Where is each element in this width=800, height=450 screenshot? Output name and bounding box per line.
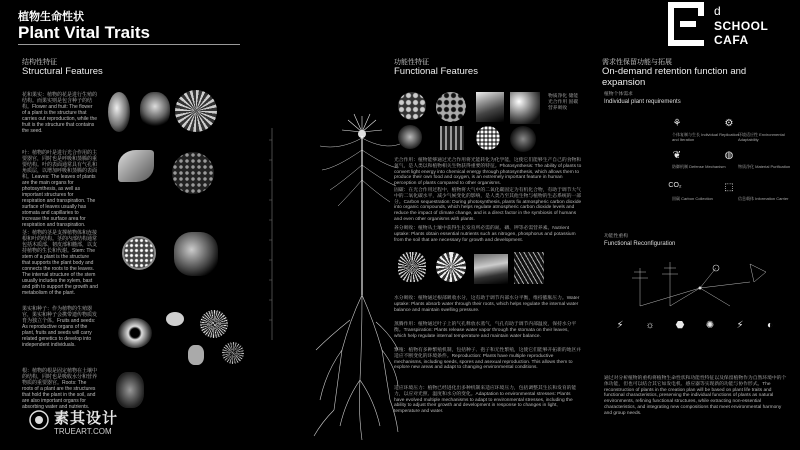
icon-label-purification: 物质净化 Material Purification: [738, 164, 791, 169]
structural-para-roots: 根：植物的根是固定植物在土壤中的结构，同时也是吸收水分和营养物质的重要器官。Roots: The roots of a plant are the structures that hold the plant in the soil, and are also important organs for absorbing water and nutrients.: [22, 368, 98, 410]
functional-para-adaptation: 适应环境压力：植物已经进化出多种机制来适应环境压力，包括调整其生长和发育的能力，以应对光照、温度和水分的变化。Adaptation to environmental stresses: Plants have evolved multiple mechanisms to adapt to environmental stresses, including the ability to adjust their growth and development in response to changes in light, temperature and water.: [394, 386, 577, 415]
root-photo: [116, 372, 144, 408]
lightning-icon: ⚡: [616, 320, 624, 331]
functional-side-labels: 物质净化 储能 光合作用 固碳 营养吸收: [548, 94, 579, 111]
flower-photo: [108, 92, 130, 132]
structural-para-flower: 花和果实：植物的花是进行生殖的结构。而果实则是包含种子的结构。Flower and fruit: The flower of a plant is the structure that carries out reproduction, while the fruit is the structure that contains the seed.: [22, 92, 98, 134]
succulent-photo: [175, 90, 217, 132]
functional-para-nutrient: 养分吸收：植物从土壤中获得生长发育所必需的氮、磷、钾等必需营养素。Nutrient uptake: Plants obtain essential nutrients such as nitrogen, phosphorus and potassium from the soil that are necessary for growth and development.: [394, 226, 576, 243]
bark-photo: [440, 126, 464, 150]
watermark-cn: 素其设计: [54, 410, 119, 427]
icon-label-carbon: 固碳 Carbon Collection: [672, 196, 713, 201]
info-icon: ⬚: [724, 182, 734, 193]
structural-para-stem: 茎：植物的茎是支撑植物体和连接根和叶的结构。茎的内部结构通常包括木质部、韧皮部和髓部，以支持植物的生长和代谢。Stem: The stem of a plant is the structure that supports the plant body and connects the roots to the leaves. The internal structure of the stem usually includes the xylem, bast and pith to support the growth and metabolism of the plant.: [22, 230, 98, 296]
reconfiguration-diagram: [620, 258, 780, 318]
sun-icon: ☼: [645, 320, 655, 331]
icon-label-replication: 个体复制与生长 Individual Replication and Iteration: [672, 132, 739, 142]
logo-cafa: CAFA: [714, 33, 749, 47]
school-logo: [668, 2, 788, 62]
leaf-pattern-photo: [172, 152, 214, 194]
purification-photo: [398, 92, 426, 120]
stem-section-photo: [122, 236, 156, 270]
power-icon: ⚡: [736, 320, 744, 331]
seed-photo: [166, 312, 184, 326]
icon-label-information: 信息载体 Information Carrier: [738, 196, 789, 201]
retention-title: On-demand retention function and expansion: [602, 66, 747, 88]
pod-photo: [188, 345, 204, 365]
sunlight-leaf-photo: [510, 92, 540, 124]
root-system: [314, 295, 398, 440]
retention-para: 通过对分析植物的重构将植物生命性状和功能性特征以及保留植物作为自然环境中的个体功能，但也可以结合其它如发电机、感应器等实现新的功能与协作形式。The reconstruction of plants in the creation plan will be based on plant life traits and functional characteristics, preserving the individual functions of plants as natural environments, refining functional structures, while extracting non-essential characteristics, and integrating new compositions that meet environmental harmony and group needs.: [604, 376, 787, 416]
spark-icon: ✺: [705, 320, 715, 331]
structural-para-leaves: 叶：植物的叶是进行光合作用的主要器官，同时也是呼吸和蒸腾的重要结构。叶的表面通常具有气孔和角质层，以增加呼吸和蒸腾的表面积。Leaves: The leaves of plants are the main organs for photosynthesis, as well as important structures for respiration and transpiration. The surface of leaves usually has stomata and capillaries to increase the surface area for respiration and transpiration.: [22, 150, 98, 228]
gear-icon: ⚙: [724, 118, 734, 129]
module-icon: ⬣: [675, 320, 685, 331]
icon-label-defense: 防御机制 Defense Mechanism: [672, 164, 726, 169]
leaves-branches: [320, 138, 400, 206]
sea-urchin-photo: [200, 310, 228, 338]
tree-icon: ⚘: [672, 118, 682, 129]
flower-cluster-photo: [174, 232, 218, 276]
header-divider: [18, 44, 240, 45]
moon-icon: ◐: [766, 320, 774, 331]
leaf-photo: [118, 150, 154, 182]
functional-title: Functional Features: [394, 66, 478, 77]
pine-photo: [514, 252, 544, 284]
structural-para-fruit: 果实和种子：作为植物的生殖器官，果实和种子会携带遗传物质发育为独立个体。Fruits and seeds: As reproductive organs of the plant, fruits and seeds will carry related genetics to develop into independent individuals.: [22, 306, 98, 348]
nutrient-photo: [510, 126, 536, 152]
lotus-seed-photo: [436, 92, 466, 122]
watermark-en: TRUEART.COM: [54, 427, 112, 436]
spiral-leaf-photo: [436, 252, 466, 282]
plant-anatomy-diagram: [250, 110, 400, 445]
mountain-photo: [474, 254, 508, 284]
leaf-icon: ❦: [672, 150, 682, 161]
algae-photo: [398, 125, 422, 149]
reconfig-title-cn: 功能性重构: [604, 234, 628, 239]
watermark-logo-icon: [28, 409, 50, 431]
fruit-photo: [118, 318, 152, 348]
logo-mark-icon: [668, 2, 708, 46]
individual-title: Individual plant requirements: [604, 99, 681, 105]
functional-title-cn: 功能性特征: [394, 59, 429, 66]
purify-icon: ◍: [724, 150, 734, 161]
page-title: Plant Vital Traits: [18, 23, 150, 42]
page-title-cn: 植物生命性状: [18, 11, 84, 23]
thistle-photo: [222, 342, 244, 364]
watermark: [28, 405, 138, 445]
individual-title-cn: 植物个体需求: [604, 92, 633, 97]
carbon-photo: [476, 126, 500, 150]
functional-para-transpiration: 蒸腾作用：植物通过叶子上的气孔释放水蒸气，气孔有助于调节内部温度，保持水分平衡。Transpiration: Plants release water vapor through the stomata on their leaves, which help regulate internal temperature and maintain water balance.: [394, 322, 577, 339]
logo-d: d: [714, 4, 721, 18]
structural-title: Structural Features: [22, 66, 103, 77]
bud-photo: [140, 92, 170, 128]
icon-label-adaptability: 环境适应性 Environmental Adaptability: [738, 132, 785, 142]
logo-school: SCHOOL: [714, 19, 769, 33]
flower-head: [342, 114, 382, 132]
functional-para-photosynthesis: 光合作用：植物能够通过光合作用将光能转化为化学能，这使它们能够生产自己的食物和氧气，是人类以和植物相关生物获得重要的特征。Photosynthesis: The ability of plants to convert light energy into chemical energy through photosynthesis, which allows them to produce their own food and oxygen, is an extremely important feature in human perception of plants compared to other organisms.: [394, 158, 582, 187]
reconfig-title: Functional Reconfiguration: [604, 241, 676, 247]
structural-title-cn: 结构性特征: [22, 59, 57, 66]
functional-para-reproduction: 繁殖：植物有多种繁殖机制，包括种子、孢子和无性繁殖，这使它们能够开拓新的地区并适应不断变化的环境条件。Reproduction: Plants have multiple reproductive mechanisms, including seeds, spores and asexual reproduction. This allows them to explore new areas and adapt to changing environmental conditions.: [394, 348, 582, 371]
functional-para-water: 水分吸收：植物通过根部吸收水分，这有助于调节内部水分平衡，维持膨胀压力。Water uptake: Plants absorb water through their roots, which helps regulate the internal water balance and maintain swelling pressure.: [394, 296, 580, 313]
functional-para-carbon: 固碳：在光合作用过程中，植物将大气中的二氧化碳固定为有机化合物，有助于调节大气中的二氧化碳水平，减少气候变化的影响，是人类乃至其他生物与植物的生态系统的一部分。Carbon sequestration: During photosynthesis, plants fix atmospheric carbon dioxide into organic compounds, which helps regulate atmospheric carbon dioxide levels and reduce the impact of climate change, and is a direct factor in the symbiosis of humans and even other organisms with plants.: [394, 188, 582, 222]
water-uptake-photo: [398, 252, 426, 282]
moss-photo: [476, 92, 504, 122]
retention-title-cn: 需求性保留功能与拓展: [602, 59, 672, 66]
co2-icon: CO₂: [668, 182, 682, 189]
